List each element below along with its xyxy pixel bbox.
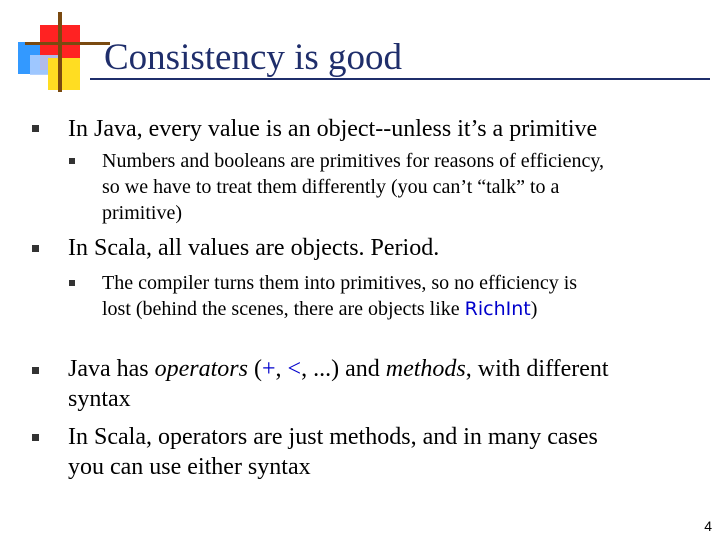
bullet-marker xyxy=(32,367,39,374)
sub-bullet-compiler-text: lost (behind the scenes, there are objects like xyxy=(102,298,465,320)
text-segment: , with different xyxy=(465,356,609,382)
page-number: 4 xyxy=(704,518,712,534)
slide-logo xyxy=(0,0,110,100)
title-divider xyxy=(90,78,710,80)
sub-bullet-java-primitives-line-3: primitive) xyxy=(102,202,182,224)
text-segment: Java has xyxy=(68,356,155,382)
bullet-java-operators-line-1 xyxy=(68,354,609,384)
bullet-scala-operators-line-1: In Scala, operators are just methods, and in many cases xyxy=(68,424,598,450)
sub-bullet-compiler-line-2 xyxy=(102,296,537,322)
text-segment: ( xyxy=(247,356,262,382)
bullet-marker xyxy=(32,125,39,132)
sub-bullet-compiler-paren: ) xyxy=(530,298,538,320)
sub-bullet-java-primitives-line-2: so we have to treat them differently (you can’t “talk” to a xyxy=(102,176,560,198)
sub-bullet-java-primitives-line-1: Numbers and booleans are primitives for reasons of efficiency, xyxy=(102,150,605,172)
sub-bullet-compiler-line-1: The compiler turns them into primitives, so no efficiency is xyxy=(102,272,578,294)
less-than-operator: < xyxy=(287,356,302,382)
bullet-scala-operators-line-2: you can use either syntax xyxy=(68,454,311,480)
plus-operator: + xyxy=(261,356,276,382)
bullet-java-values: In Java, every value is an object--unless it’s a primitive xyxy=(68,116,598,142)
slide-title: Consistency is good xyxy=(104,37,403,78)
text-segment: , xyxy=(275,356,288,382)
bullet-java-operators-line-2: syntax xyxy=(68,386,131,412)
richint-code: RichInt xyxy=(464,298,531,320)
operators-emphasis: operators xyxy=(154,356,248,382)
bullet-marker xyxy=(32,245,39,252)
methods-emphasis: methods xyxy=(385,356,466,382)
text-segment: , ...) and xyxy=(301,356,386,382)
sub-bullet-marker xyxy=(69,158,75,164)
sub-bullet-marker xyxy=(69,280,75,286)
bullet-scala-objects: In Scala, all values are objects. Period. xyxy=(68,235,440,261)
bullet-marker xyxy=(32,434,39,441)
